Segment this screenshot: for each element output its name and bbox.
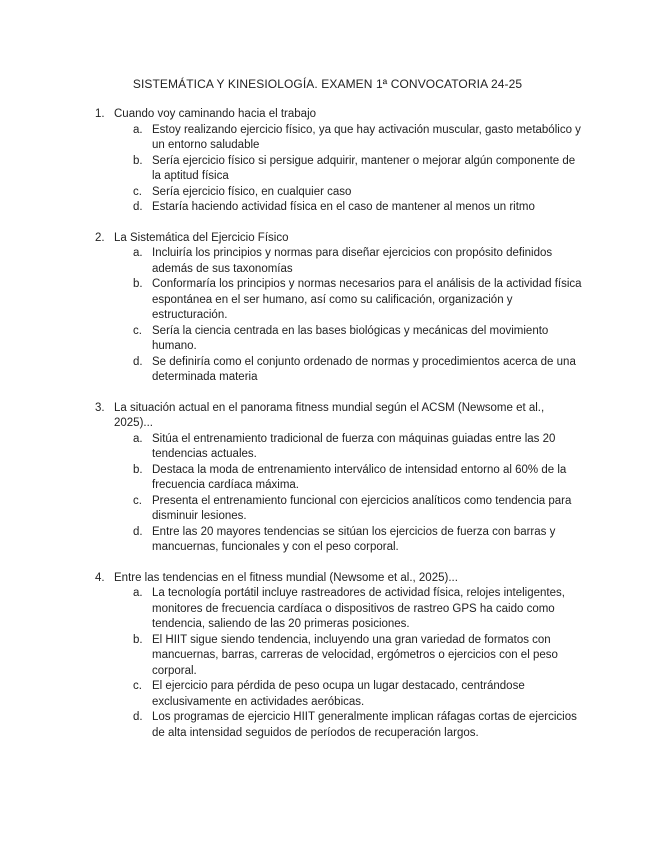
question-text: Entre las tendencias en el fitness mundial (Newsome et al., 2025)... bbox=[114, 571, 458, 584]
question-3 bbox=[0, 401, 655, 556]
option-c bbox=[0, 679, 655, 710]
option-letter: d. bbox=[133, 525, 143, 538]
question-list bbox=[0, 107, 655, 756]
option-letter: b. bbox=[133, 463, 143, 476]
option-letter: c. bbox=[133, 324, 142, 337]
option-letter: d. bbox=[133, 201, 143, 213]
option-text: Destaca la moda de entrenamiento interválico de intensidad entorno al 60% de la frecuencia cardíaca máxima. bbox=[152, 463, 567, 491]
question-text: Cuando voy caminando hacia el trabajo bbox=[114, 108, 317, 120]
option-list bbox=[0, 586, 655, 741]
exam-title: SISTEMÁTICA Y KINESIOLOGÍA. EXAMEN 1ª CONVOCATORIA 24-25 bbox=[132, 77, 523, 91]
option-letter: a. bbox=[133, 123, 143, 136]
option-letter: c. bbox=[133, 185, 142, 198]
option-letter: b. bbox=[133, 633, 143, 646]
option-text: Conformaría los principios y normas necesarios para el análisis de la actividad física espontánea en el ser humano, así como su calificación, organización y estructuración. bbox=[152, 278, 582, 321]
option-letter: d. bbox=[133, 355, 143, 368]
question-number: 3. bbox=[95, 401, 105, 414]
option-d bbox=[0, 710, 655, 741]
option-d bbox=[0, 525, 655, 556]
option-c bbox=[0, 324, 655, 355]
option-letter: a. bbox=[133, 247, 143, 259]
option-text: El ejercicio para pérdida de peso ocupa un lugar destacado, centrándose exclusivamente en actividades aeróbicas. bbox=[152, 680, 525, 708]
option-letter: c. bbox=[133, 494, 142, 507]
option-a bbox=[0, 432, 655, 463]
option-text: Sería ejercicio físico, en cualquier caso bbox=[152, 185, 352, 198]
option-letter: d. bbox=[133, 711, 143, 723]
option-text: Entre las 20 mayores tendencias se sitúan los ejercicios de fuerza con barras y mancuernas, funcionales y con el peso corporal. bbox=[152, 525, 556, 553]
question-1 bbox=[0, 107, 655, 216]
option-text: Los programas de ejercicio HIIT generalmente implican ráfagas cortas de ejercicios de alta intensidad seguidos de períodos de recuperación largos. bbox=[152, 711, 577, 739]
option-a bbox=[0, 586, 655, 633]
option-text: Estoy realizando ejercicio físico, ya que hay activación muscular, gasto metabólico y un entorno saludable bbox=[152, 123, 581, 151]
option-text: Se definiría como el conjunto ordenado de normas y procedimientos acerca de una determinada materia bbox=[152, 355, 576, 383]
option-text: Sitúa el entrenamiento tradicional de fuerza con máquinas guiadas entre las 20 tendencias actuales. bbox=[152, 432, 556, 460]
option-text: Presenta el entrenamiento funcional con ejercicios analíticos como tendencia para disminuir lesiones. bbox=[152, 494, 572, 522]
question-number: 4. bbox=[95, 571, 105, 584]
option-letter: c. bbox=[133, 680, 142, 692]
option-letter: a. bbox=[133, 587, 143, 599]
option-d bbox=[0, 200, 655, 216]
option-text: La tecnología portátil incluye rastreadores de actividad física, relojes inteligentes, monitores de frecuencia cardíaca o dispositivos de rastreo GPS ha caido como tendencia, saliendo de las 20 primeras posiciones. bbox=[152, 587, 565, 630]
option-letter: b. bbox=[133, 278, 143, 290]
option-letter: a. bbox=[133, 432, 143, 445]
question-2 bbox=[0, 231, 655, 386]
option-list bbox=[0, 123, 655, 216]
option-b bbox=[0, 633, 655, 680]
question-number: 2. bbox=[95, 231, 105, 244]
option-text: Sería ejercicio físico si persigue adquirir, mantener o mejorar algún componente de la aptitud física bbox=[152, 154, 576, 182]
option-text: Estaría haciendo actividad física en el caso de mantener al menos un ritmo bbox=[152, 201, 535, 213]
option-list bbox=[0, 246, 655, 386]
option-a bbox=[0, 246, 655, 277]
option-text: Incluiría los principios y normas para diseñar ejercicios con propósito definidos además de sus taxonomías bbox=[152, 247, 553, 275]
option-b bbox=[0, 463, 655, 494]
option-c bbox=[0, 185, 655, 201]
question-text: La situación actual en el panorama fitness mundial según el ACSM (Newsome et al., 2025)... bbox=[114, 401, 545, 429]
option-letter: b. bbox=[133, 154, 143, 167]
option-text: El HIIT sigue siendo tendencia, incluyendo una gran variedad de formatos con mancuernas, barras, carreras de velocidad, ergómetros o ejercicios con el peso corporal. bbox=[152, 633, 558, 677]
question-text: La Sistemática del Ejercicio Físico bbox=[114, 231, 289, 244]
question-number: 1. bbox=[95, 108, 105, 120]
option-b bbox=[0, 277, 655, 324]
option-b bbox=[0, 154, 655, 185]
option-list bbox=[0, 432, 655, 556]
question-4 bbox=[0, 571, 655, 742]
option-d bbox=[0, 355, 655, 386]
option-a bbox=[0, 123, 655, 154]
option-text: Sería la ciencia centrada en las bases biológicas y mecánicas del movimiento humano. bbox=[152, 324, 549, 352]
option-c bbox=[0, 494, 655, 525]
